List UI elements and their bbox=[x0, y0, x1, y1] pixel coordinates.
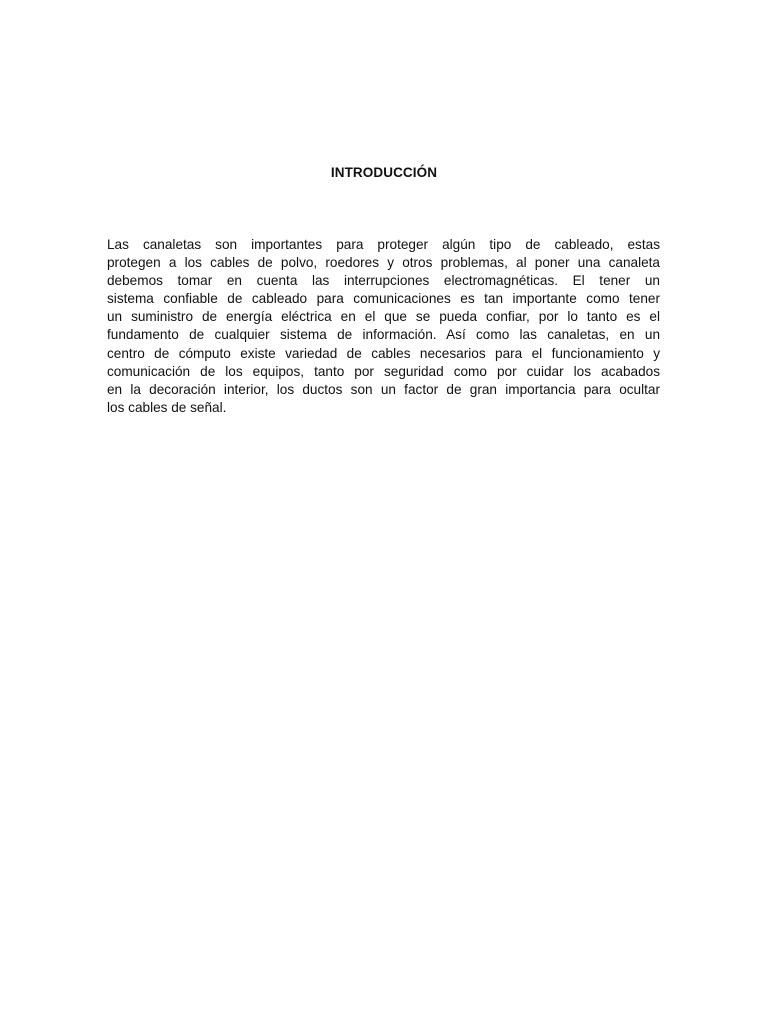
page-title: INTRODUCCIÓN bbox=[330, 165, 438, 180]
paragraph-line: fundamento de cualquier sistema de información. Así como las canaletas, en un bbox=[107, 327, 660, 343]
paragraph-line: centro de cómputo existe variedad de cables necesarios para el funcionamiento y bbox=[107, 345, 660, 361]
paragraph-line: los cables de señal. bbox=[107, 399, 227, 415]
paragraph-line: debemos tomar en cuenta las interrupciones electromagnéticas. El tener un bbox=[107, 273, 660, 289]
paragraph-line: comunicación de los equipos, tanto por seguridad como por cuidar los acabados bbox=[107, 363, 660, 379]
paragraph-line: protegen a los cables de polvo, roedores y otros problemas, al poner una canaleta bbox=[107, 255, 660, 271]
introduction-paragraph bbox=[107, 236, 660, 417]
paragraph-line: un suministro de energía eléctrica en el que se pueda confiar, por lo tanto es el bbox=[107, 309, 660, 325]
paragraph-line: sistema confiable de cableado para comunicaciones es tan importante como tener bbox=[107, 291, 660, 307]
paragraph-line: en la decoración interior, los ductos son un factor de gran importancia para ocultar bbox=[107, 381, 660, 397]
paragraph-line: Las canaletas son importantes para proteger algún tipo de cableado, estas bbox=[107, 237, 660, 252]
